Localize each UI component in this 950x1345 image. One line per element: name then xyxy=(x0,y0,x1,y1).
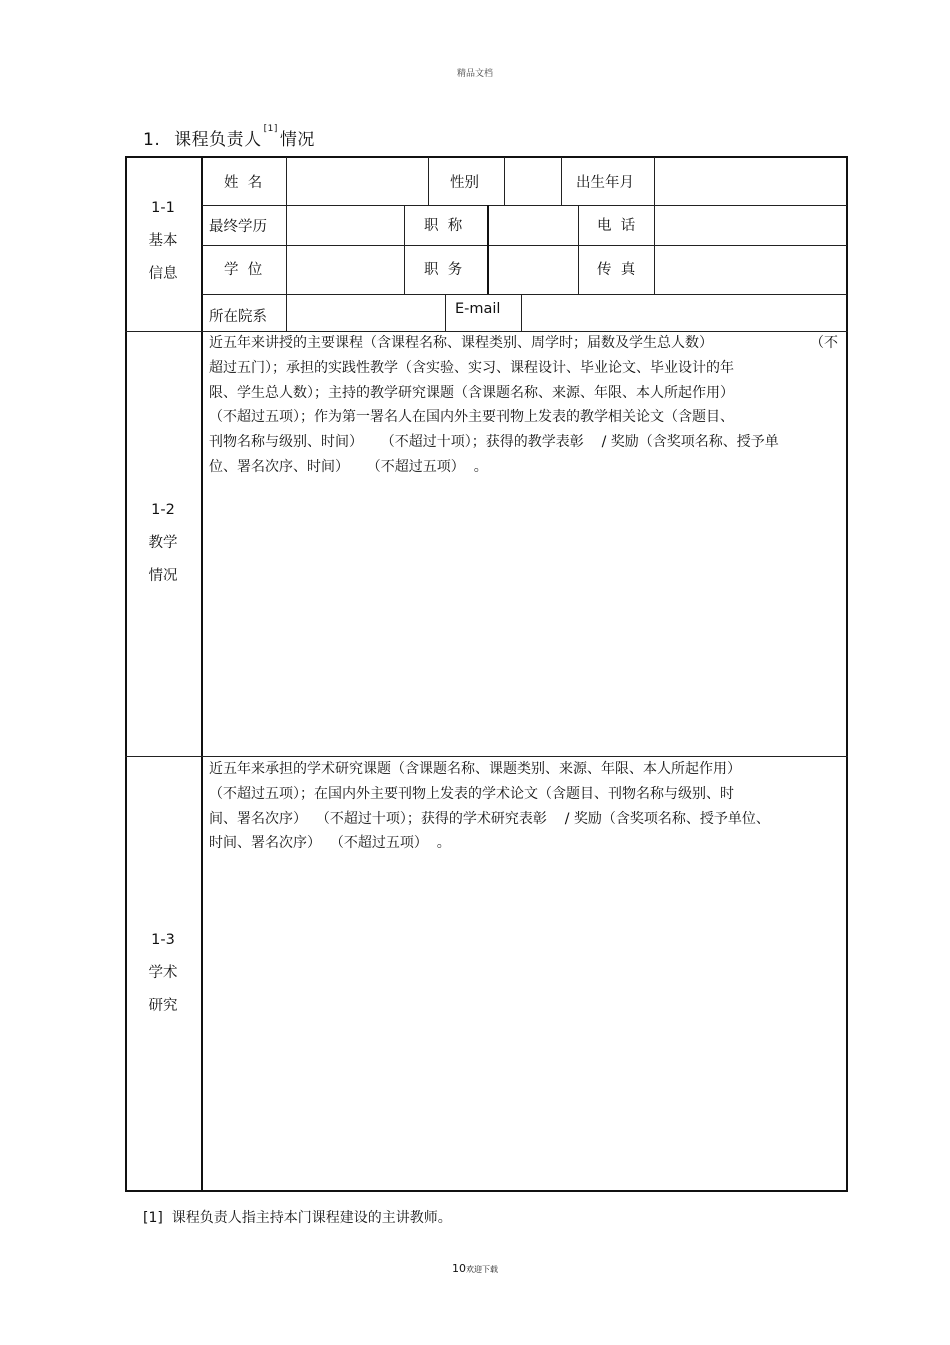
side-code: 1-3 xyxy=(151,932,175,948)
side-code: 1-2 xyxy=(151,502,175,518)
teaching-description[interactable] xyxy=(209,331,841,480)
side-code: 1-1 xyxy=(151,200,175,216)
col-line xyxy=(445,294,446,331)
col-line xyxy=(654,205,655,294)
side-label-basic-info xyxy=(125,192,201,291)
degree-field[interactable] xyxy=(290,248,402,292)
page-footer-suffix: 欢迎下载 xyxy=(466,1265,498,1274)
col-line xyxy=(286,294,287,331)
col-line xyxy=(286,157,287,205)
side-label-research xyxy=(125,924,201,1023)
gender-field[interactable] xyxy=(507,160,559,204)
research-line: 近五年来承担的学术研究课题（含课题名称、课题类别、来源、年限、本人所起作用） xyxy=(209,761,741,777)
position-field[interactable] xyxy=(492,248,576,292)
label-birth: 出生年月 xyxy=(576,175,634,191)
department-field[interactable] xyxy=(290,297,442,329)
col-line xyxy=(654,157,655,205)
education-field[interactable] xyxy=(290,208,402,243)
research-line: 间、署名次序） （不超过十项）；获得的学术研究表彰 / 奖励（含奖项名称、授予单位、 xyxy=(209,810,770,827)
side-line: 信息 xyxy=(148,266,178,282)
teaching-line: （不超过五项）；作为第一署名人在国内外主要刊物上发表的教学相关论文（含题目、 xyxy=(209,409,734,426)
fax-field[interactable] xyxy=(657,248,843,292)
label-email: E-mail xyxy=(455,301,501,317)
title-field[interactable] xyxy=(492,208,576,243)
label-phone: 电 话 xyxy=(597,218,636,234)
col-line xyxy=(487,205,489,294)
email-field[interactable] xyxy=(524,297,844,329)
research-line: （不超过五项）；在国内外主要刊物上发表的学术论文（含题目、刊物名称与级别、时 xyxy=(209,785,734,802)
name-field[interactable] xyxy=(290,160,426,204)
col-line xyxy=(561,157,562,205)
row-line-3 xyxy=(202,294,847,295)
page-number: 10 xyxy=(452,1262,466,1275)
research-description[interactable] xyxy=(209,757,841,856)
side-line: 研究 xyxy=(148,998,178,1014)
col-line xyxy=(578,205,579,294)
label-gender: 性别 xyxy=(450,175,479,191)
section-number: 1. xyxy=(143,130,161,150)
col-line xyxy=(286,205,287,294)
label-name: 姓 名 xyxy=(224,175,263,191)
teaching-line1-tail: （不 xyxy=(810,335,838,351)
label-education: 最终学历 xyxy=(209,219,267,235)
col-line xyxy=(428,157,429,205)
col-line xyxy=(404,205,405,294)
section-title xyxy=(143,125,315,150)
label-position: 职 务 xyxy=(424,262,463,278)
teaching-line: 近五年来讲授的主要课程（含课程名称、课程类别、周学时；届数及学生总人数） xyxy=(209,335,713,351)
table-border-right xyxy=(846,156,848,1192)
footnote: [1] 课程负责人指主持本门课程建设的主讲教师。 xyxy=(143,1210,452,1226)
col-line xyxy=(521,294,522,331)
page-footer xyxy=(0,1262,950,1275)
research-line: 时间、署名次序） （不超过五项） 。 xyxy=(209,835,451,852)
section-title-tail: 情况 xyxy=(279,130,315,150)
footnote-ref: [1] xyxy=(263,124,278,135)
label-title: 职 称 xyxy=(424,218,463,234)
table-border-top xyxy=(125,156,848,158)
side-line: 情况 xyxy=(148,568,178,584)
side-line: 学术 xyxy=(148,965,178,981)
col-line xyxy=(504,157,505,205)
teaching-line: 刊物名称与级别、时间） （不超过十项）；获得的教学表彰 / 奖励（含奖项名称、授予单 xyxy=(209,434,779,451)
page-header-mark: 精品文档 xyxy=(456,69,493,79)
row-line-2 xyxy=(202,245,847,246)
label-department: 所在院系 xyxy=(209,309,267,325)
phone-field[interactable] xyxy=(657,208,843,243)
side-line: 教学 xyxy=(148,535,178,551)
teaching-line: 限、学生总人数）；主持的教学研究课题（含课题名称、来源、年限、本人所起作用） xyxy=(209,384,734,401)
teaching-line: 位、署名次序、时间） （不超过五项） 。 xyxy=(209,458,488,475)
teaching-line: 超过五门）；承担的实践性教学（含实验、实习、课程设计、毕业论文、毕业设计的年 xyxy=(209,359,734,376)
section-title-main: 课程负责人 xyxy=(174,130,262,150)
label-fax: 传 真 xyxy=(597,262,636,278)
row-line-1 xyxy=(202,205,847,206)
table-border-bottom xyxy=(125,1190,848,1192)
table-border-left xyxy=(125,156,127,1192)
side-line: 基本 xyxy=(148,233,178,249)
side-column-divider xyxy=(201,156,203,1192)
label-degree: 学 位 xyxy=(224,262,263,278)
side-label-teaching xyxy=(125,494,201,593)
birth-field[interactable] xyxy=(657,160,843,204)
